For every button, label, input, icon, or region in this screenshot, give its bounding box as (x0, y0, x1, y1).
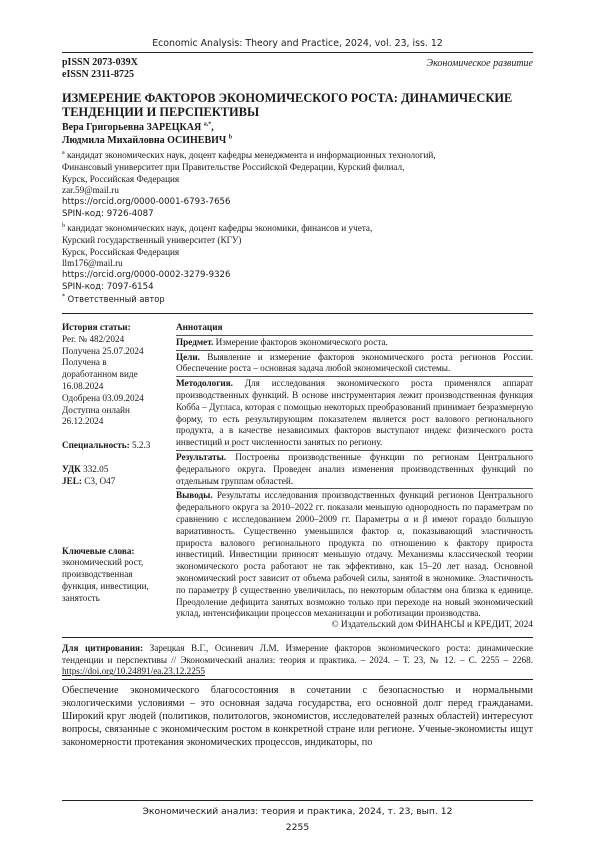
abstract-conclusions: Выводы. Результаты исследования производственных функций регионов Центрального федерального округа за 2010–2022 гг. показали меньшую однородность по параметрам по сравнению с исследованием 2000–2009 гг. Параметры α и β имеют гораздо большую вариативность. Существенно уменьшился фактор α, показывающий эластичность прироста валового регионального продукта по отношению к фактору прироста инвестиций. Инвестиции приносят меньшую отдачу. Механизмы классической теории экономического роста работают не так эффективно, как 15–20 лет назад. Основной экономический рост зависит от объема рабочей силы, занятой в экономике. Эластичность по параметру β существенно увеличилась, по некоторым областям она близка к единице. Преодоление дефицита занятых возможно только при переходе на новый экономический уклад, интенсификации процессов механизации и роботизации производства. (176, 490, 534, 619)
citation-text: Зарецкая В.Г., Осиневич Л.М. Измерение факторов экономического роста: динамические тенденции и перспективы // Экономический анализ: теория и практика. – 2024. – Т. 23, № 12. – С. 2255 – 2268. (62, 643, 533, 665)
affiliation-line: Курский государственный университет (КГУ) (62, 234, 242, 245)
keywords-value: экономический рост, производственная функция, инвестиции, занятость (62, 557, 149, 603)
affiliation-mark: b (62, 222, 65, 229)
doi-link[interactable]: https://doi.org/10.24891/ea.23.12.2255 (62, 666, 205, 677)
author-1 (62, 122, 232, 135)
author-mark: b (228, 134, 233, 141)
issn-block (62, 57, 138, 81)
orcid-link[interactable]: https://orcid.org/0000-0001-6793-7656 (62, 197, 231, 208)
electronic-issn: eISSN 2311-8725 (62, 69, 134, 80)
author-name: Вера Григорьевна ЗАРЕЦКАЯ (62, 122, 202, 133)
author-suffix: , (211, 122, 214, 133)
history-item: Доступна онлайн 26.12.2024 (62, 404, 130, 427)
affiliation-line: $^b$ кандидат экономических наук, доцент кафедры экономики, финансов и учета, (62, 222, 373, 233)
asterisk: * (62, 293, 65, 301)
section-tag: Экономическое развитие (426, 58, 533, 69)
history-label: История статьи: (62, 322, 131, 332)
author-name: Людмила Михайловна ОСИНЕВИЧ (62, 134, 227, 146)
corresponding-note: * Ответственный автор (62, 293, 165, 304)
affiliation-a (62, 150, 532, 221)
keywords-label: Ключевые слова: (62, 545, 135, 556)
affiliation-line: $^a$ кандидат экономических наук, доцент кафедры менеджмента и информационных технологий, (62, 149, 436, 160)
page-number: 2255 (285, 822, 310, 833)
abstract-method: Методология. Для исследования экономического роста применялся аппарат производственных функций. В основе инструментария лежит производственная функция Кобба – Дугласа, которая с помощью некоторых преобразований принимает безразмерную форму, то есть результирующим показателем является рост валового регионального продукта, а в качестве независимых факторов выступают индекс физического роста инвестиций и рост численности занятых по региону. (176, 378, 533, 448)
history-item: Получена 25.07.2024 (62, 345, 144, 356)
citation-label: Для цитирования: (62, 643, 144, 653)
abstract-subject: Предмет. Измерение факторов экономического роста. (176, 336, 388, 347)
jel: JEL: C3, O47 (62, 475, 116, 486)
specialty: Специальность: 5.2.3 (62, 440, 151, 451)
history-item: Одобрена 03.09.2024 (62, 392, 144, 403)
article-title: ИЗМЕРЕНИЕ ФАКТОРОВ ЭКОНОМИЧЕСКОГО РОСТА: ДИНАМИЧЕСКИЕ ТЕНДЕНЦИИ И ПЕРСПЕКТИВЫ (62, 91, 513, 119)
body-paragraph: Обеспечение экономического благосостояния в сочетании с безопасностью и нормальными экологическими условиями – это основная задача государства, его основной долг перед гражданами. Широкий круг людей (политиков, политологов, экономистов, исследователей разных областей) интересуют вопросы, связанные с экономическим ростом в конкретной стране или регионе. Ученые-экономисты ищут закономерности протекания экономических процессов, индикаторы, по (62, 685, 533, 748)
running-header: Economic Analysis: Theory and Practice, 2024, vol. 23, iss. 12 (152, 38, 443, 49)
footer-divider (62, 800, 533, 801)
affiliation-line: Курск, Российская Федерация (62, 246, 180, 257)
print-issn: pISSN 2073-039X (62, 57, 138, 68)
affiliation-b (62, 223, 532, 294)
affiliation-mark: a (62, 149, 65, 156)
copyright: © Издательский дом ФИНАНСЫ и КРЕДИТ, 2024 (331, 620, 533, 630)
authors (62, 122, 232, 147)
orcid-link[interactable]: https://orcid.org/0000-0002-3279-9326 (62, 270, 231, 281)
header-divider (62, 52, 533, 53)
article-meta (62, 322, 160, 605)
abstract (176, 322, 533, 620)
affiliation-line: Финансовый университет при Правительстве Российской Федерации, Курский филиал, (62, 161, 405, 172)
meta-divider (62, 313, 533, 314)
author-mark: a,* (203, 121, 212, 128)
email-link[interactable]: zar.59@mail.ru (62, 185, 119, 196)
affiliation-line: Курск, Российская Федерация (62, 173, 180, 184)
abstract-results: Результаты. Построены производственные функции по регионам Центрального федерального округа. Проведен анализ изменения производственных функций по отдельным группам областей. (176, 451, 534, 486)
history-item: Рег. № 482/2024 (62, 333, 125, 344)
history-item: Получена в доработанном виде 16.08.2024 (62, 357, 138, 391)
footer: Экономический анализ: теория и практика, 2024, т. 23, вып. 12 (142, 806, 453, 817)
spin-code: SPIN-код: 7097-6154 (62, 281, 154, 292)
udk: УДК 332.05 (62, 463, 109, 474)
citation-divider (62, 637, 533, 638)
abstract-heading: Аннотация (176, 322, 223, 332)
email-link[interactable]: llm176@mail.ru (62, 258, 123, 269)
abstract-goals: Цели. Выявление и измерение факторов экономического роста регионов России. Обеспечение роста – основная задача любой экономической системы. (176, 351, 534, 374)
citation (62, 643, 533, 678)
spin-code: SPIN-код: 9726-4087 (62, 208, 154, 219)
author-2 (62, 135, 232, 148)
body-divider (62, 679, 533, 680)
